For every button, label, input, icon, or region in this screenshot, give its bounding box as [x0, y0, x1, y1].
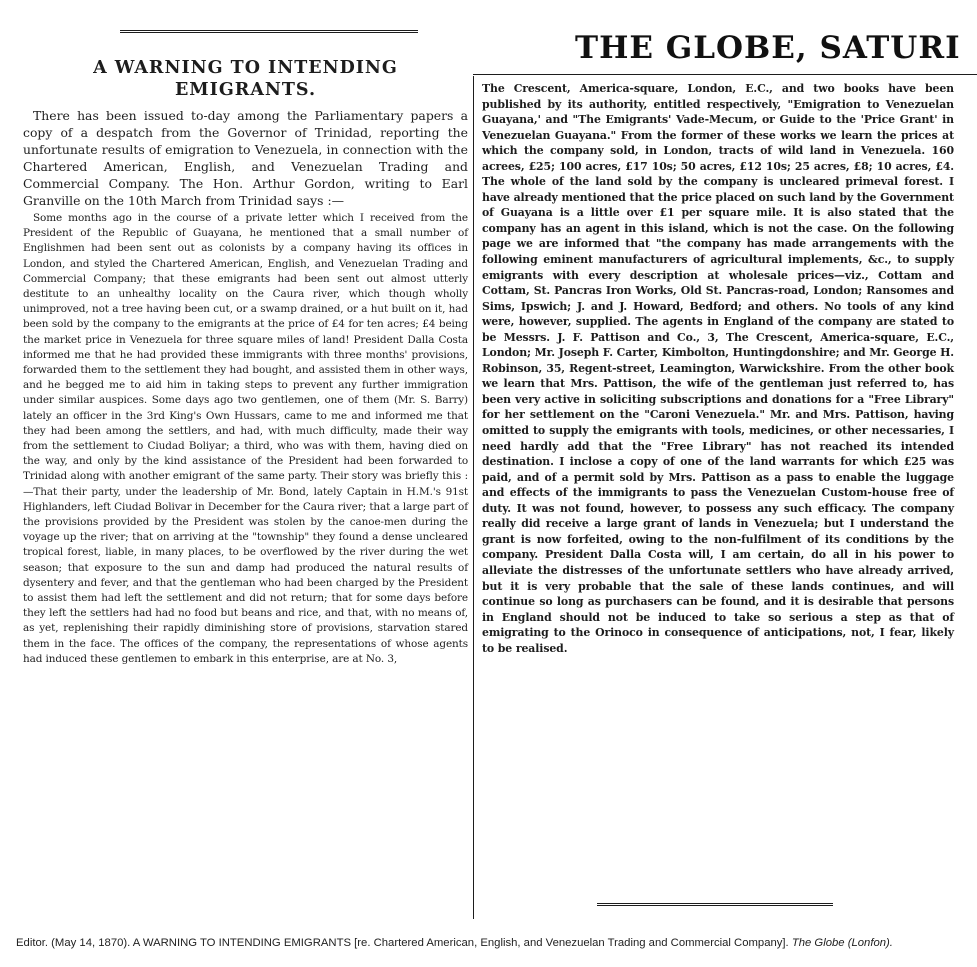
- end-double-rule: [597, 903, 833, 906]
- top-double-rule: [120, 30, 418, 33]
- article-intro: There has been issued to-day among the Parliamentary papers a copy of a despatch from the Governor of Trinidad, reporting the unfortunate results of emigration to Venezuela, in connection with the Chartered American, English, and Venezuelan Trading and Commercial Company. The Hon. Arthur Gordon, writing to Earl Granville on the 10th March from Trinidad says :—: [23, 108, 468, 208]
- headline-line-1: A WARNING TO INTENDING: [93, 58, 398, 78]
- headline-line-2: EMIGRANTS.: [174, 80, 317, 100]
- citation-text: Editor. (May 14, 1870). A WARNING TO INTENDING EMIGRANTS [re. Chartered American, English, and Venezuelan Trading and Commercial Company].: [16, 937, 792, 949]
- article-headline: [23, 57, 468, 101]
- newspaper-masthead: THE GLOBE, SATURI: [575, 30, 961, 66]
- right-column: [482, 81, 954, 656]
- citation-caption: [16, 937, 971, 949]
- masthead-rule: [473, 74, 977, 75]
- despatch-text-right: The Crescent, America-square, London, E.C., and two books have been published by its authority, entitled respectively, "Emigration to Venezuelan Guayana,' and "The Emigrants' Vade-Mecum, or Guide to the 'Price Grant' in Venezuelan Guayana." From the former of these works we learn the prices at which the company sold, in London, tracts of wild land in Venezuela. 160 acrees, £25; 100 acres, £17 10s; 50 acres, £12 10s; 25 acres, £8; 10 acres, £4. The whole of the land sold by the company is uncleared primeval forest. I have already mentioned that the price placed on such land by the Government of Guayana is a little over £1 per square mile. It is also stated that the company has an agent in this island, which is not the case. On the following page we are informed that "the company has made arrangements with the following eminent manufacturers of agricultural implements, &c., to supply emigrants with every description at wholesale prices—viz., Cottam and Cottam, St. Pancras Iron Works, Old St. Pancras-road, London; Ransomes and Sims, Ipswich; J. and J. Howard, Bedford; and others. No tools of any kind were, however, supplied. The agents in England of the company are stated to be Messrs. J. F. Pattison and Co., 3, The Crescent, America-square, E.C., London; Mr. Joseph F. Carter, Kimbolton, Huntingdonshire; and Mr. George H. Robinson, 35, Regent-street, Leamington, Warwickshire. From the other book we learn that Mrs. Pattison, the wife of the gentleman just referred to, has been very active in soliciting subscriptions and donations for a "Free Library" for her settlement on the "Caroni Venezuela." Mr. and Mrs. Pattison, having omitted to supply the emigrants with tools, medicines, or other necessaries, I need hardly add that the "Free Library" has not reached its intended destination. I inclose a copy of one of the land warrants for which £25 was paid, and of a permit sold by Mrs. Pattison as a pass to enable the luggage and effects of the immigrants to pass the Venezuelan Custom-house free of duty. It was not found, however, to possess any such efficacy. The company really did receive a large grant of lands in Venezuela; but I understand the grant is now forfeited, owing to the non-fulfilment of its conditions by the company. President Dalla Costa will, I am certain, do all in his power to alleviate the distresses of the unfortunate settlers who have already arrived, but it is very probable that the sale of these lands continues, and will continue so long as purchasers can be found, and it is desirable that persons in England should not be induced to take so serious a step as that of emigrating to the Orinoco in consequence of anticipations, not, I fear, likely to be realised.: [482, 82, 954, 655]
- left-column: [23, 57, 468, 667]
- despatch-text-left: Some months ago in the course of a private letter which I received from the President of the Republic of Guayana, he mentioned that a small number of Englishmen had been sent out as colonists by a company having its offices in London, and styled the Chartered American, English, and Venezuelan Trading and Commercial Company; that these emigrants had been sent out almost utterly destitute to an unhealthy locality on the Caura river, which though wholly unimproved, not a tree having been cut, or a swamp drained, or a hut built on it, had been sold by the company to the emigrants at the price of £4 for ten acres; £4 being the market price in Venezuela for three square miles of land! President Dalla Costa informed me that he had provided these immigrants with three months' provisions, forwarded them to the settlement they had bought, and assisted them in other ways, and he begged me to aid him in taking steps to prevent any further immigration under similar auspices. Some days ago two gentlemen, one of them (Mr. S. Barry) lately an officer in the 3rd King's Own Hussars, came to me and informed me that they had been among the settlers, and had, with much difficulty, made their way from the settlement to Ciudad Boliyar; a third, who was with them, having died on the way, and only by the kind assistance of the President had been forwarded to Trinidad along with another emigrant of the same party. Their story was briefly this :—That their party, under the leadership of Mr. Bond, lately Captain in H.M.'s 91st Highlanders, left Ciudad Bolivar in December for the Caura river; that a large part of the provisions provided by the President was stolen by the canoe-men during the voyage up the river; that on arriving at the "township" they found a dense uncleared tropical forest, liable, in many places, to be overflowed by the river during the wet season; that exposure to the sun and damp had produced the natural results of dysentery and fever, and that the gentleman who had been charged by the President to assist them had left the settlement and did not return; that for some days before they left the settlers had had no food but beans and rice, and that, with no means of, as yet, replenishing their rapidly diminishing store of provisions, starvation stared them in the face. The offices of the company, the representations of whose agents had induced these gentlemen to embark in this enterprise, are at No. 3,: [23, 212, 468, 665]
- column-divider: [473, 76, 474, 919]
- citation-source: The Globe (Lonfon).: [791, 937, 893, 949]
